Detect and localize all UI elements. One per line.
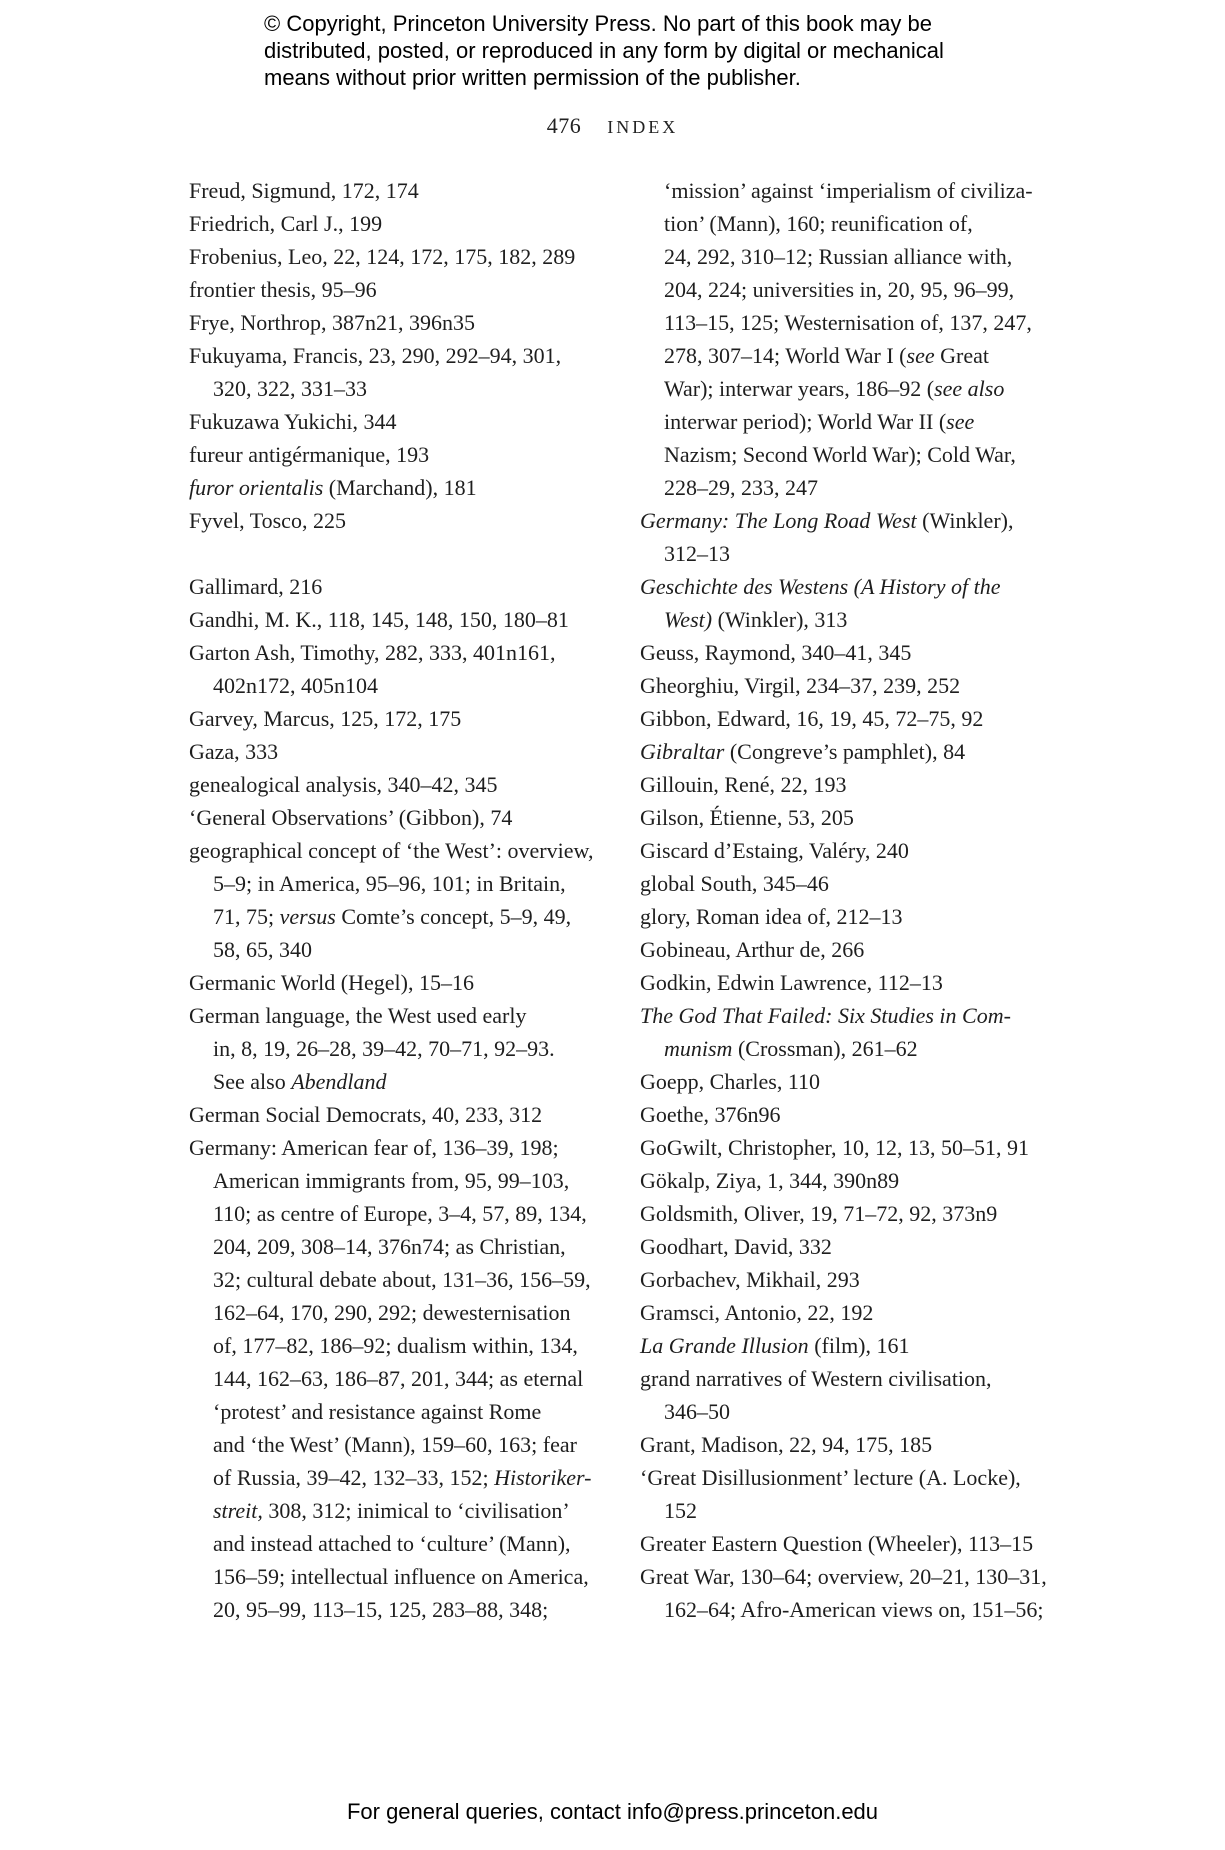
index-entry bbox=[640, 1527, 1060, 1560]
index-entry-continuation bbox=[189, 1230, 599, 1263]
index-entry bbox=[189, 1098, 599, 1131]
index-text: Great bbox=[934, 343, 989, 368]
index-entry bbox=[640, 702, 1060, 735]
index-text: Germanic World (Hegel), 15–16 bbox=[189, 970, 474, 995]
index-text: (Crossman), 261–62 bbox=[732, 1036, 918, 1061]
page-number: 476 bbox=[546, 113, 582, 138]
footer-contact: For general queries, contact info@press.princeton.edu bbox=[346, 1799, 879, 1824]
index-entry bbox=[640, 1131, 1060, 1164]
copyright-line: © Copyright, Princeton University Press. No part of this book may be bbox=[264, 11, 932, 36]
index-text-italic: streit, bbox=[213, 1498, 263, 1523]
index-text-italic: furor orientalis bbox=[189, 475, 324, 500]
index-text: 278, 307–14; World War I ( bbox=[664, 343, 907, 368]
index-entry-continuation bbox=[189, 1197, 599, 1230]
index-text: Comte’s concept, 5–9, 49, bbox=[335, 904, 572, 929]
index-entry bbox=[189, 240, 599, 273]
index-entry bbox=[640, 867, 1060, 900]
index-entry-continuation bbox=[640, 603, 1060, 636]
index-entry bbox=[189, 702, 599, 735]
index-text: Goepp, Charles, 110 bbox=[640, 1069, 821, 1094]
index-text-italic: see bbox=[906, 343, 935, 368]
index-column-right bbox=[640, 174, 1060, 1626]
index-entry-continuation bbox=[189, 1560, 599, 1593]
index-text: Gandhi, M. K., 118, 145, 148, 150, 180–81 bbox=[189, 607, 569, 632]
index-text: ‘protest’ and resistance against Rome bbox=[213, 1399, 542, 1424]
index-text: (Winkler), 313 bbox=[712, 607, 848, 632]
index-text: ‘mission’ against ‘imperialism of civiliza- bbox=[664, 178, 1033, 203]
index-text: Fyvel, Tosco, 225 bbox=[189, 508, 346, 533]
index-entry bbox=[640, 1197, 1060, 1230]
index-entry-continuation bbox=[640, 372, 1060, 405]
index-text: Frye, Northrop, 387n21, 396n35 bbox=[189, 310, 475, 335]
index-text-italic: Geschichte des Westens (A History of the bbox=[640, 574, 1001, 599]
index-text-italic: see bbox=[946, 409, 975, 434]
index-entry bbox=[640, 933, 1060, 966]
index-text-italic: Abendland bbox=[291, 1069, 387, 1094]
index-text: grand narratives of Western civilisation, bbox=[640, 1366, 992, 1391]
index-entry bbox=[640, 1362, 1060, 1395]
index-text: 32; cultural debate about, 131–36, 156–59, bbox=[213, 1267, 591, 1292]
index-text: 144, 162–63, 186–87, 201, 344; as eternal bbox=[213, 1366, 584, 1391]
index-entry bbox=[189, 834, 599, 867]
index-text: Grant, Madison, 22, 94, 175, 185 bbox=[640, 1432, 933, 1457]
index-entry-continuation bbox=[189, 372, 599, 405]
index-entry bbox=[189, 438, 599, 471]
index-entry-continuation bbox=[640, 1395, 1060, 1428]
index-entry-continuation bbox=[640, 438, 1060, 471]
index-entry-continuation bbox=[189, 1527, 599, 1560]
index-entry-continuation bbox=[189, 1164, 599, 1197]
index-text: Goldsmith, Oliver, 19, 71–72, 92, 373n9 bbox=[640, 1201, 998, 1226]
index-entry-continuation bbox=[189, 669, 599, 702]
index-text: Fukuyama, Francis, 23, 290, 292–94, 301, bbox=[189, 343, 562, 368]
index-text: glory, Roman idea of, 212–13 bbox=[640, 904, 903, 929]
index-entry bbox=[640, 1329, 1060, 1362]
index-text: fureur antigérmanique, 193 bbox=[189, 442, 430, 467]
index-entry bbox=[640, 735, 1060, 768]
index-text: German language, the West used early bbox=[189, 1003, 527, 1028]
index-entry bbox=[640, 801, 1060, 834]
index-text: American immigrants from, 95, 99–103, bbox=[213, 1168, 570, 1193]
index-entry-continuation bbox=[640, 174, 1060, 207]
index-entry bbox=[640, 1263, 1060, 1296]
index-entry-continuation bbox=[640, 1494, 1060, 1527]
index-text: Great War, 130–64; overview, 20–21, 130–31, bbox=[640, 1564, 1047, 1589]
index-text: genealogical analysis, 340–42, 345 bbox=[189, 772, 498, 797]
running-head-title: INDEX bbox=[607, 117, 679, 137]
index-text-italic: Historiker- bbox=[494, 1465, 592, 1490]
index-entry-continuation bbox=[640, 1593, 1060, 1626]
index-text: 113–15, 125; Westernisation of, 137, 247, bbox=[664, 310, 1032, 335]
index-text: (Winkler), bbox=[916, 508, 1014, 533]
index-text: Gobineau, Arthur de, 266 bbox=[640, 937, 865, 962]
index-entry bbox=[189, 504, 599, 537]
index-entry bbox=[189, 339, 599, 372]
index-entry bbox=[640, 1065, 1060, 1098]
index-entry bbox=[640, 768, 1060, 801]
index-text-italic: The God That Failed: Six Studies in Com- bbox=[640, 1003, 1011, 1028]
index-entry bbox=[640, 834, 1060, 867]
index-text: Garton Ash, Timothy, 282, 333, 401n161, bbox=[189, 640, 556, 665]
index-text: Giscard d’Estaing, Valéry, 240 bbox=[640, 838, 909, 863]
index-text: (film), 161 bbox=[808, 1333, 910, 1358]
index-text-italic: versus bbox=[279, 904, 336, 929]
index-text: 402n172, 405n104 bbox=[213, 673, 378, 698]
index-text: Godkin, Edwin Lawrence, 112–13 bbox=[640, 970, 943, 995]
index-entry-continuation bbox=[640, 537, 1060, 570]
index-text-italic: see also bbox=[934, 376, 1005, 401]
index-text: Fukuzawa Yukichi, 344 bbox=[189, 409, 397, 434]
index-entry-continuation bbox=[189, 1428, 599, 1461]
index-text: geographical concept of ‘the West’: overview, bbox=[189, 838, 594, 863]
index-entry bbox=[189, 768, 599, 801]
index-entry-continuation bbox=[640, 207, 1060, 240]
index-entry bbox=[640, 1164, 1060, 1197]
index-text: 20, 95–99, 113–15, 125, 283–88, 348; bbox=[213, 1597, 549, 1622]
index-text: 152 bbox=[664, 1498, 697, 1523]
index-entry-continuation bbox=[189, 1296, 599, 1329]
index-entry bbox=[640, 636, 1060, 669]
index-text: Frobenius, Leo, 22, 124, 172, 175, 182, 289 bbox=[189, 244, 576, 269]
index-entry bbox=[640, 1098, 1060, 1131]
index-entry-continuation bbox=[189, 1461, 599, 1494]
index-text-italic: West) bbox=[664, 607, 713, 632]
index-text: German Social Democrats, 40, 233, 312 bbox=[189, 1102, 543, 1127]
index-text: War); interwar years, 186–92 ( bbox=[664, 376, 935, 401]
index-text: 162–64, 170, 290, 292; dewesternisation bbox=[213, 1300, 571, 1325]
index-entry bbox=[640, 1560, 1060, 1593]
index-entry bbox=[189, 570, 599, 603]
index-entry bbox=[189, 306, 599, 339]
index-entry-continuation bbox=[189, 1329, 599, 1362]
index-entry bbox=[189, 405, 599, 438]
index-entry bbox=[640, 1461, 1060, 1494]
index-entry bbox=[640, 999, 1060, 1032]
index-text: 228–29, 233, 247 bbox=[664, 475, 818, 500]
index-text: ‘General Observations’ (Gibbon), 74 bbox=[189, 805, 513, 830]
index-text: 320, 322, 331–33 bbox=[213, 376, 367, 401]
index-text: and ‘the West’ (Mann), 159–60, 163; fear bbox=[213, 1432, 577, 1457]
index-text: global South, 345–46 bbox=[640, 871, 829, 896]
index-entry-continuation bbox=[640, 240, 1060, 273]
index-text: Gramsci, Antonio, 22, 192 bbox=[640, 1300, 874, 1325]
index-text: 71, 75; bbox=[213, 904, 280, 929]
index-entry-continuation bbox=[189, 933, 599, 966]
index-text: 5–9; in America, 95–96, 101; in Britain, bbox=[213, 871, 566, 896]
index-text: Goodhart, David, 332 bbox=[640, 1234, 832, 1259]
index-text-italic: La Grande Illusion bbox=[640, 1333, 809, 1358]
index-text: 204, 224; universities in, 20, 95, 96–99, bbox=[664, 277, 1015, 302]
index-text: Gillouin, René, 22, 193 bbox=[640, 772, 847, 797]
index-text: frontier thesis, 95–96 bbox=[189, 277, 377, 302]
index-entry bbox=[189, 273, 599, 306]
index-text: Garvey, Marcus, 125, 172, 175 bbox=[189, 706, 462, 731]
index-entry-continuation bbox=[640, 273, 1060, 306]
index-text: Nazism; Second World War); Cold War, bbox=[664, 442, 1016, 467]
index-text: Gheorghiu, Virgil, 234–37, 239, 252 bbox=[640, 673, 961, 698]
index-entry-continuation bbox=[189, 1065, 599, 1098]
index-text: Friedrich, Carl J., 199 bbox=[189, 211, 383, 236]
index-text: interwar period); World War II ( bbox=[664, 409, 947, 434]
index-text: Germany: American fear of, 136–39, 198; bbox=[189, 1135, 559, 1160]
index-text: 312–13 bbox=[664, 541, 730, 566]
index-text: of Russia, 39–42, 132–33, 152; bbox=[213, 1465, 495, 1490]
index-entry bbox=[189, 471, 599, 504]
index-entry bbox=[189, 801, 599, 834]
index-text: and instead attached to ‘culture’ (Mann), bbox=[213, 1531, 571, 1556]
index-entry-continuation bbox=[640, 306, 1060, 339]
index-text: 58, 65, 340 bbox=[213, 937, 312, 962]
index-text-italic: munism bbox=[664, 1036, 733, 1061]
index-entry bbox=[640, 669, 1060, 702]
index-text: Gallimard, 216 bbox=[189, 574, 323, 599]
index-text-italic: Gibraltar bbox=[640, 739, 725, 764]
index-text: See also bbox=[213, 1069, 292, 1094]
index-entry bbox=[640, 1296, 1060, 1329]
index-entry-continuation bbox=[189, 1032, 599, 1065]
index-entry bbox=[640, 966, 1060, 999]
running-head bbox=[0, 112, 1225, 141]
index-entry bbox=[640, 1428, 1060, 1461]
index-entry-continuation bbox=[189, 867, 599, 900]
index-text: in, 8, 19, 26–28, 39–42, 70–71, 92–93. bbox=[213, 1036, 555, 1061]
index-text: tion’ (Mann), 160; reunification of, bbox=[664, 211, 973, 236]
index-text: Goethe, 376n96 bbox=[640, 1102, 781, 1127]
index-text: 308, 312; inimical to ‘civilisation’ bbox=[262, 1498, 570, 1523]
index-spacer bbox=[189, 537, 599, 570]
index-entry bbox=[189, 174, 599, 207]
index-text: 110; as centre of Europe, 3–4, 57, 89, 134, bbox=[213, 1201, 587, 1226]
index-text: Greater Eastern Question (Wheeler), 113–15 bbox=[640, 1531, 1034, 1556]
index-entry-continuation bbox=[640, 1032, 1060, 1065]
index-entry-continuation bbox=[189, 1395, 599, 1428]
index-text: of, 177–82, 186–92; dualism within, 134, bbox=[213, 1333, 578, 1358]
index-entry bbox=[189, 966, 599, 999]
index-entry-continuation bbox=[189, 1263, 599, 1296]
index-text: Gökalp, Ziya, 1, 344, 390n89 bbox=[640, 1168, 900, 1193]
index-text: ‘Great Disillusionment’ lecture (A. Locke), bbox=[640, 1465, 1021, 1490]
index-text: Freud, Sigmund, 172, 174 bbox=[189, 178, 419, 203]
index-column-left bbox=[189, 174, 599, 1626]
index-entry bbox=[640, 1230, 1060, 1263]
index-text: 204, 209, 308–14, 376n74; as Christian, bbox=[213, 1234, 566, 1259]
index-text: Gorbachev, Mikhail, 293 bbox=[640, 1267, 860, 1292]
index-entry-continuation bbox=[640, 339, 1060, 372]
index-text: (Congreve’s pamphlet), 84 bbox=[724, 739, 966, 764]
copyright-notice bbox=[264, 10, 1024, 91]
index-entry bbox=[189, 735, 599, 768]
index-text: 24, 292, 310–12; Russian alliance with, bbox=[664, 244, 1013, 269]
index-text: 156–59; intellectual influence on America, bbox=[213, 1564, 589, 1589]
index-entry bbox=[640, 570, 1060, 603]
index-entry-continuation bbox=[189, 1362, 599, 1395]
index-entry-continuation bbox=[189, 1494, 599, 1527]
index-text-italic: Germany: The Long Road West bbox=[640, 508, 917, 533]
index-entry bbox=[640, 900, 1060, 933]
index-entry-continuation bbox=[189, 900, 599, 933]
index-entry bbox=[189, 603, 599, 636]
index-text: 346–50 bbox=[664, 1399, 730, 1424]
index-text: Gibbon, Edward, 16, 19, 45, 72–75, 92 bbox=[640, 706, 984, 731]
index-text: Geuss, Raymond, 340–41, 345 bbox=[640, 640, 912, 665]
index-entry-continuation bbox=[640, 405, 1060, 438]
index-entry-continuation bbox=[640, 471, 1060, 504]
index-entry bbox=[189, 1131, 599, 1164]
index-entry bbox=[189, 636, 599, 669]
index-text: 162–64; Afro-American views on, 151–56; bbox=[664, 1597, 1044, 1622]
index-text: GoGwilt, Christopher, 10, 12, 13, 50–51, 91 bbox=[640, 1135, 1029, 1160]
index-entry bbox=[189, 207, 599, 240]
copyright-line: distributed, posted, or reproduced in any form by digital or mechanical bbox=[264, 38, 944, 63]
index-entry-continuation bbox=[189, 1593, 599, 1626]
index-text: Gaza, 333 bbox=[189, 739, 279, 764]
index-entry bbox=[640, 504, 1060, 537]
index-text: Gilson, Étienne, 53, 205 bbox=[640, 805, 854, 830]
index-entry bbox=[189, 999, 599, 1032]
copyright-line: means without prior written permission of the publisher. bbox=[264, 65, 801, 90]
index-text: (Marchand), 181 bbox=[323, 475, 477, 500]
